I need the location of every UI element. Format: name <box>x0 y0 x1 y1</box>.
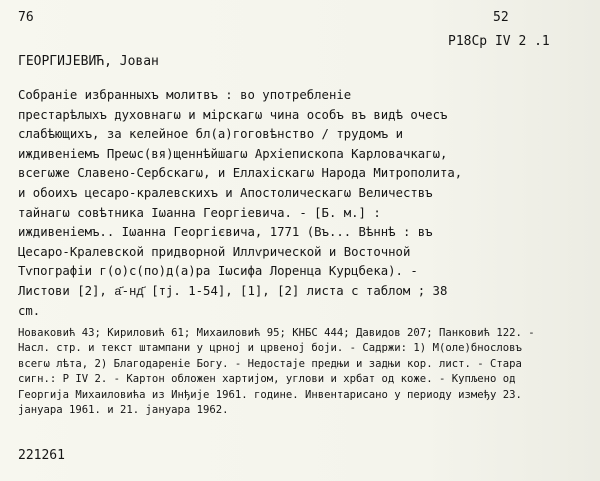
description-line: Листови [2], а҃-нд҃ [тј. 1-54], [1], [2] листа с таблом ; 38 <box>18 283 448 298</box>
description-line: слабѣющихъ, за келейное бл(а)гоговѣнство / трудомъ и <box>18 127 403 142</box>
description-line: cm. <box>18 303 41 318</box>
page-number-left: 76 <box>18 10 34 25</box>
description-line: всегωже Славено-Сербскагω, и Еллахіскагω Народа Митрополита, <box>18 166 463 181</box>
description-line: престарѣлыхъ духовнагω и мірскагω чина особъ въ видѣ очесъ <box>18 107 448 122</box>
notes-line: Георгија Михаиловића из Инђије 1961. године. Инвентарисано у периоду између 23. <box>18 388 522 401</box>
notes-line: јануара 1961. и 21. јануара 1962. <box>18 404 229 417</box>
catalog-notes <box>18 326 593 418</box>
description-line: Цесаро-Кралевской придворной Иллѵрической и Восточной <box>18 244 411 259</box>
notes-line: всегω лѣта, 2) Благодареніе Богу. - Недостаје предњи и задњи кор. лист. - Стара <box>18 357 522 370</box>
description-line: иждивеніемъ.. Іωанна Георгієвича, 1771 (Въ... Вѣннѣ : въ <box>18 225 433 240</box>
description-line: Собраніе избранныхъ молитвъ : во употребленіе <box>18 88 352 102</box>
description-line: иждивеніемъ Преωс(вя)щеннѣйшагω Архіепископа Карловачкагω, <box>18 146 448 161</box>
page-number-right: 52 <box>493 10 509 25</box>
notes-line: сигн.: P IV 2. - Картон обложен хартијом, углови и хрбат од коже. - Купљено од <box>18 373 516 386</box>
notes-line: Новаковић 43; Кириловић 61; Михаиловић 95; КНБС 444; Давидов 207; Панковић 122. - <box>18 327 535 339</box>
description-line: тайнагω совѣтника Іωанна Георгіевича. - [Б. м.] : <box>18 205 381 220</box>
notes-line: Насл. стр. и текст штампани у црној и црвеној боји. - Садржи: 1) М(оле)бнословъ <box>18 342 522 355</box>
description-line: Тѵпографіи г(о)с(по)д(а)ра Іωсифа Лоренца Курцбека). - <box>18 264 418 279</box>
inventory-number: 221261 <box>18 448 65 463</box>
author-heading: ГЕОРГИЈЕВИЋ, Јован <box>18 54 159 69</box>
shelf-signature: P18Cp IV 2 .1 <box>448 34 550 49</box>
bibliographic-description <box>18 86 588 321</box>
description-line: и обоихъ цесаро-кралевскихъ и Апостолическагω Величествъ <box>18 185 433 200</box>
